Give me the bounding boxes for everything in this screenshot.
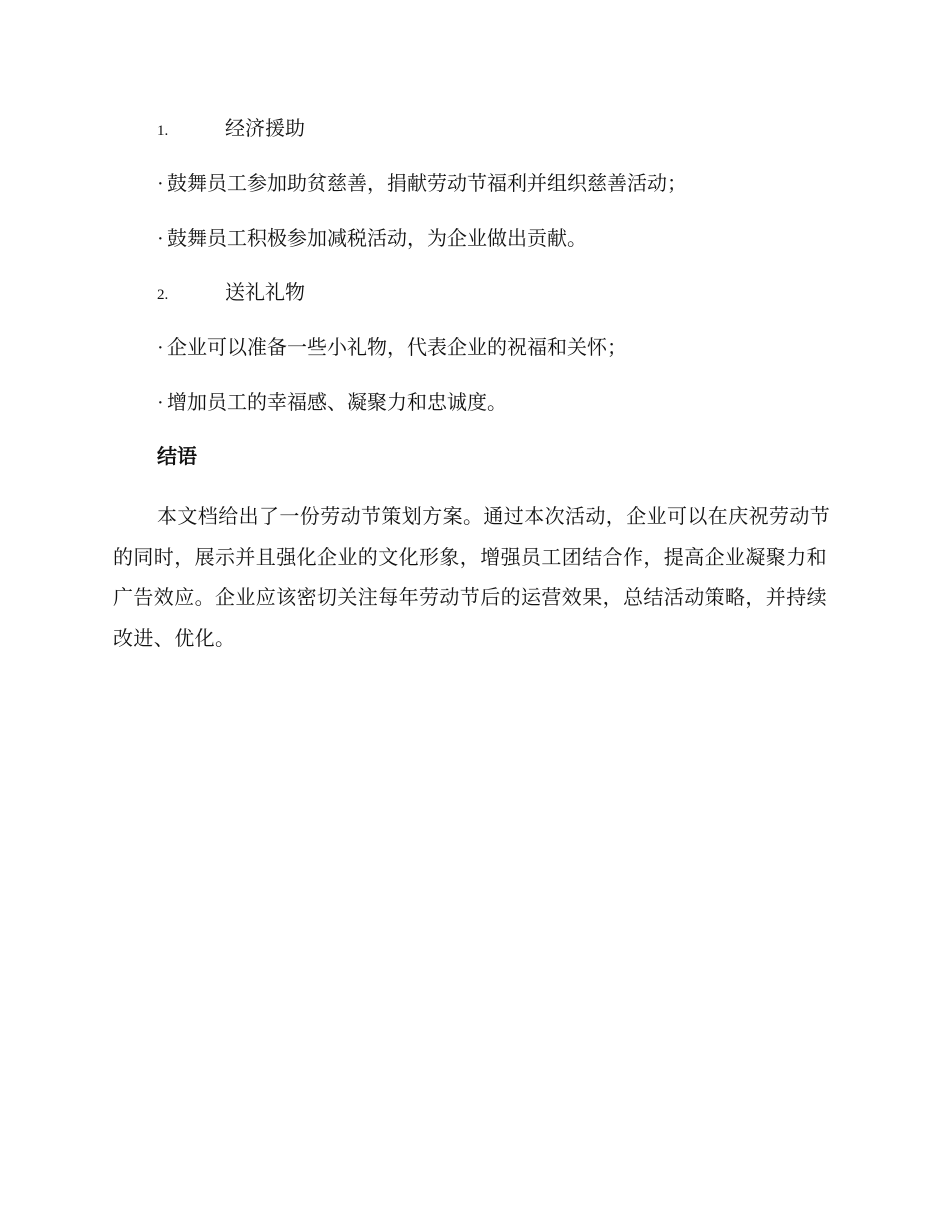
bullet-item (157, 224, 587, 253)
bullet-dot: · (157, 337, 164, 359)
item-number: 2. (157, 287, 169, 303)
numbered-item-1 (157, 114, 305, 145)
bullet-text: 增加员工的幸福感、凝聚力和忠诚度。 (167, 390, 507, 414)
bullet-text: 鼓舞员工积极参加减税活动，为企业做出贡献。 (167, 226, 587, 250)
bullet-item (157, 169, 687, 198)
item-number: 1. (157, 123, 169, 139)
bullet-item (157, 333, 627, 362)
conclusion-heading: 结语 (157, 444, 197, 468)
bullet-dot: · (157, 392, 164, 414)
conclusion-paragraph: 本文档给出了一份劳动节策划方案。通过本次活动，企业可以在庆祝劳动节的同时，展示并且强化企业的文化形象，增强员工团结合作，提高企业凝聚力和广告效应。企业应该密切关注每年劳动节后的运营效果，总结活动策略，并持续改进、优化。 (113, 504, 831, 650)
bullet-item (157, 388, 507, 417)
numbered-item-2 (157, 278, 305, 309)
bullet-text: 鼓舞员工参加助贫慈善，捐献劳动节福利并组织慈善活动； (167, 171, 687, 195)
bullet-dot: · (157, 228, 164, 250)
item-title: 经济援助 (225, 116, 305, 140)
item-title: 送礼礼物 (225, 280, 305, 304)
bullet-text: 企业可以准备一些小礼物，代表企业的祝福和关怀； (167, 335, 627, 359)
bullet-dot: · (157, 173, 164, 195)
